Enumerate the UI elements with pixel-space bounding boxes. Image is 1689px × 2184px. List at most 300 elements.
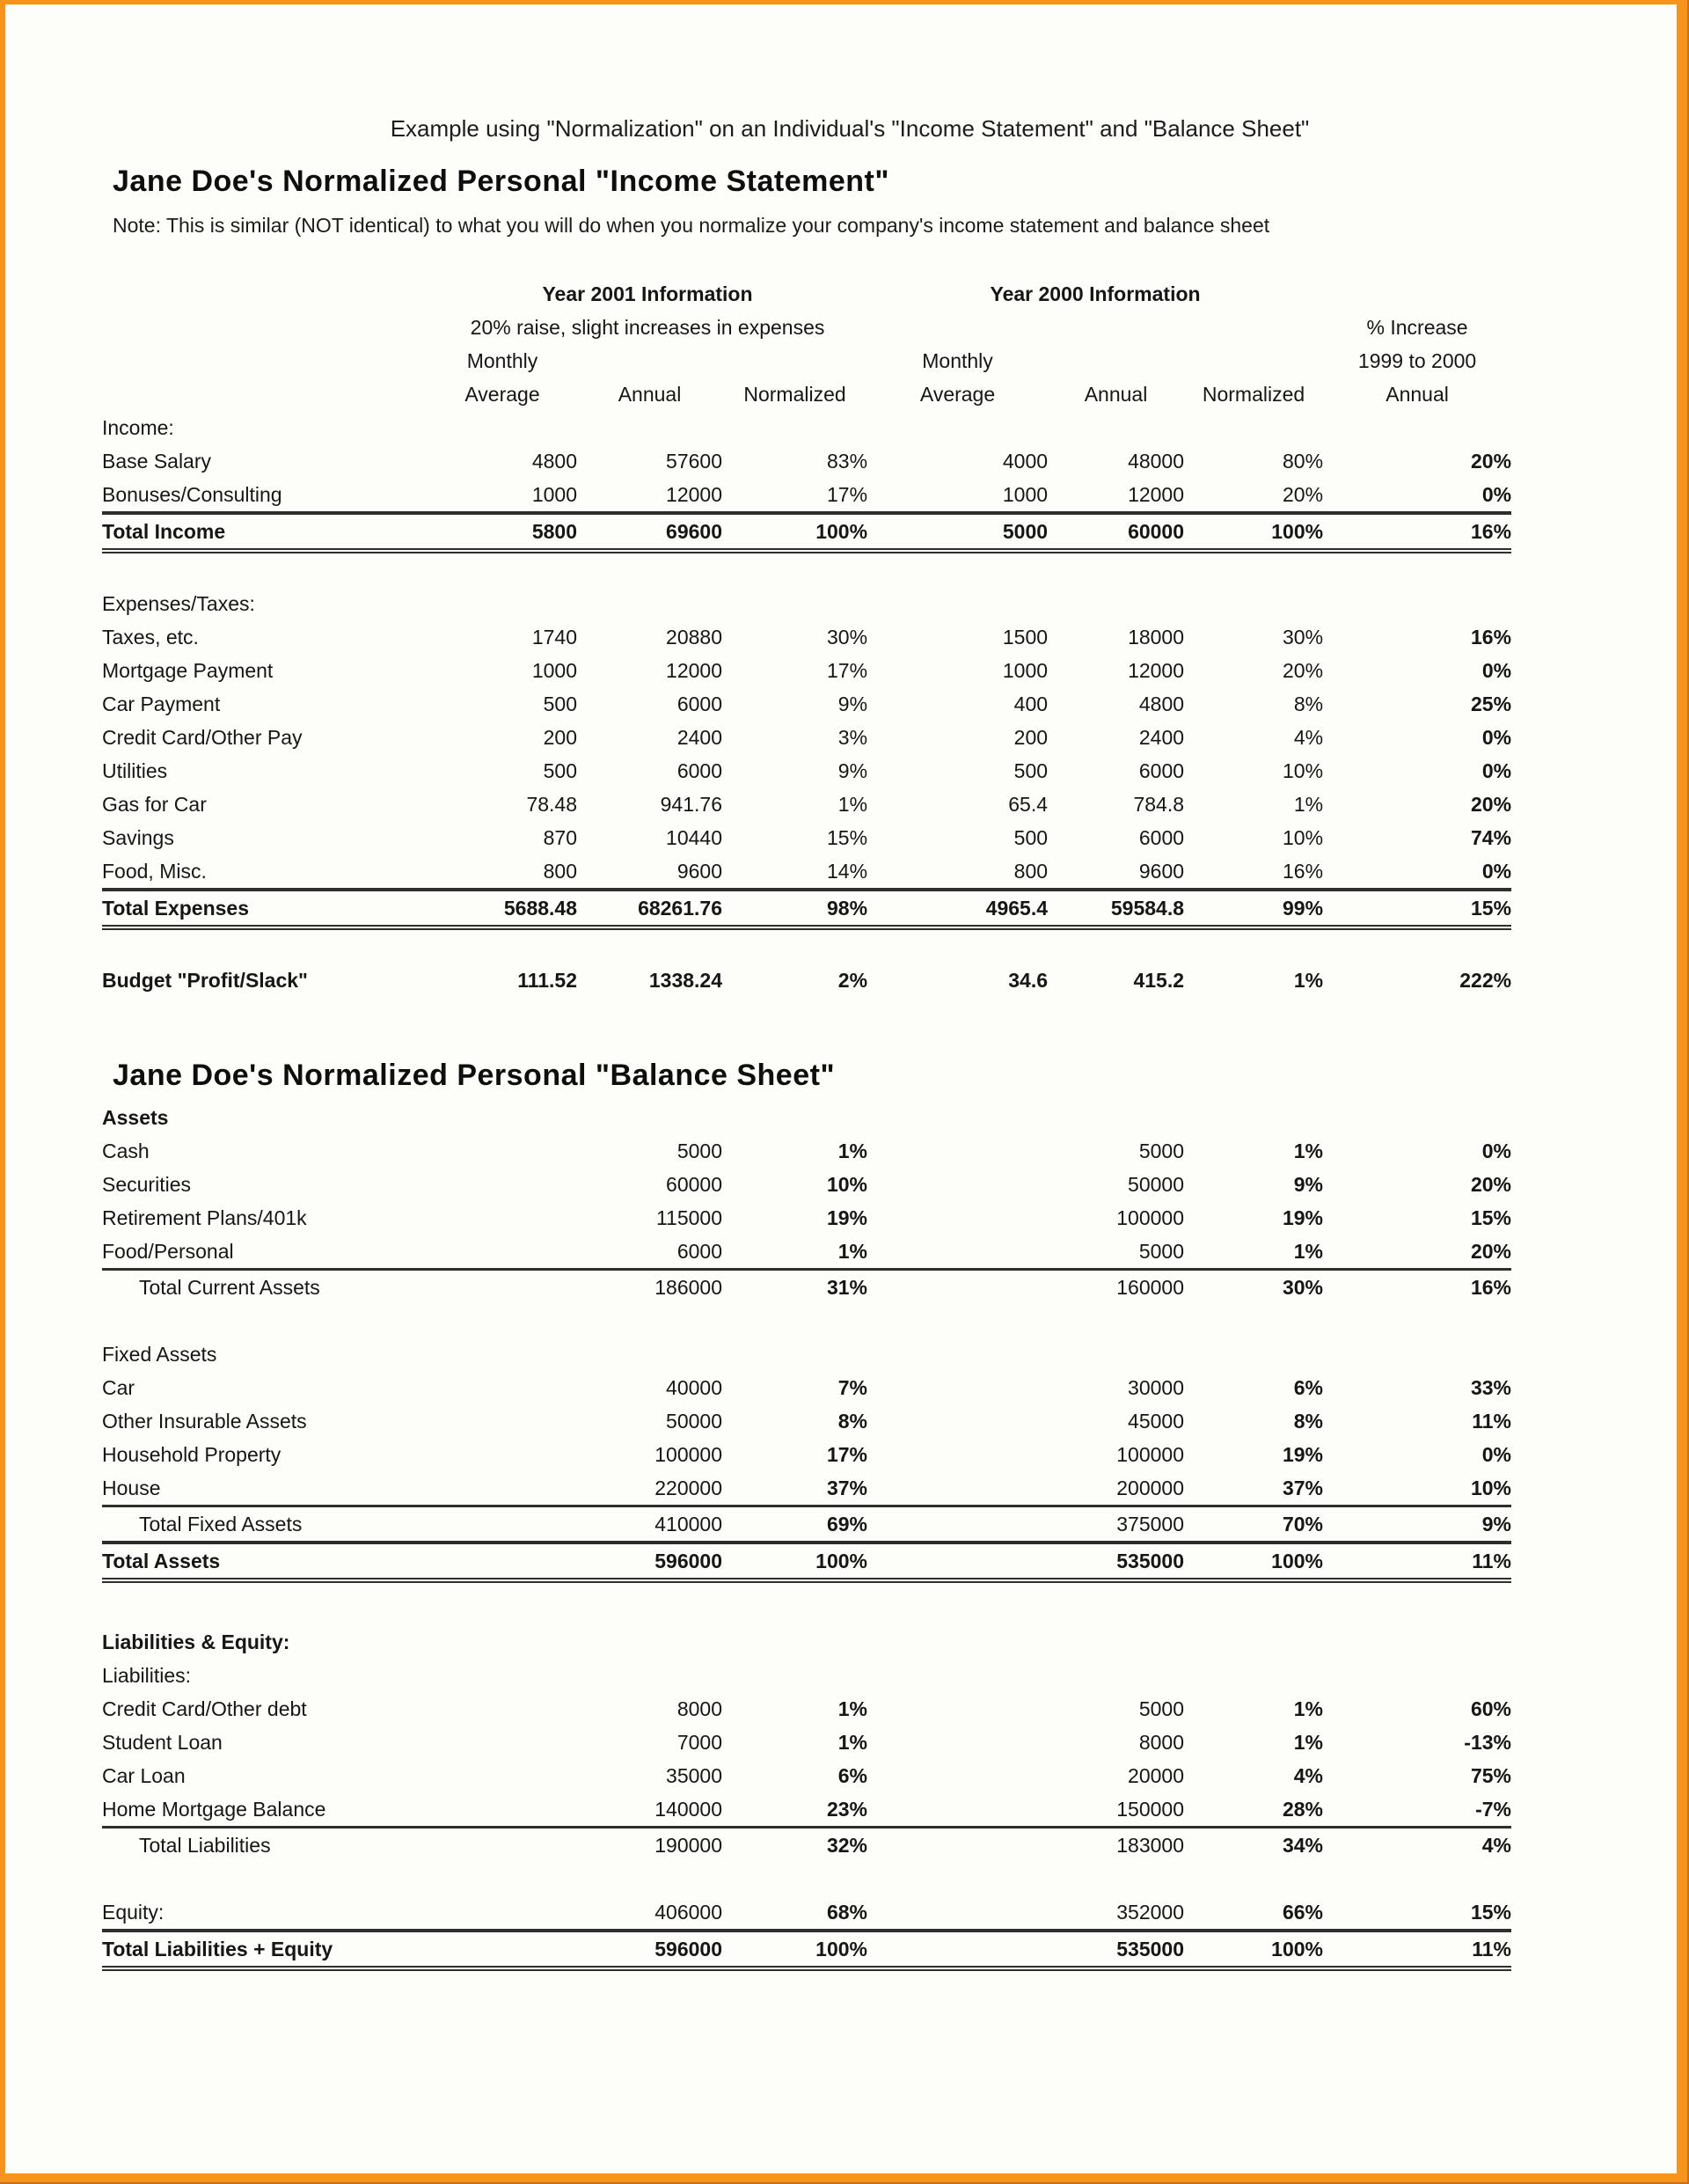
value-cell xyxy=(867,1471,1048,1506)
value-cell xyxy=(428,411,577,444)
document-page xyxy=(5,4,1689,2184)
value-cell: 6% xyxy=(1293,1375,1323,1399)
value-cell: 6000 xyxy=(676,759,722,782)
value-cell xyxy=(428,1168,577,1201)
value-cell xyxy=(867,1101,1048,1134)
value-cell xyxy=(867,1625,1048,1659)
value-cell: 69% xyxy=(722,1506,867,1543)
value-cell: 30000 xyxy=(1128,1375,1184,1399)
value-cell xyxy=(428,1235,577,1270)
table-row xyxy=(102,687,1511,721)
value-cell: 17% xyxy=(826,1442,867,1466)
value-cell xyxy=(722,1338,867,1371)
row-label: Expenses/Taxes: xyxy=(102,591,255,615)
value-cell xyxy=(1184,587,1323,620)
value-cell: 4% xyxy=(1293,1763,1323,1787)
value-cell xyxy=(428,1692,577,1726)
value-cell: 9% xyxy=(837,692,868,715)
value-cell: 70% xyxy=(1184,1506,1323,1543)
value-cell: 5000 xyxy=(1138,1139,1184,1162)
value-cell: 34% xyxy=(1184,1828,1323,1863)
value-cell: 20% xyxy=(1470,1172,1511,1196)
column-header-average-2001: Average xyxy=(464,382,540,406)
value-cell: 83% xyxy=(826,449,868,473)
value-cell: 140000 xyxy=(654,1797,722,1821)
table-row xyxy=(102,1692,1511,1726)
value-cell: 186000 xyxy=(577,1270,722,1305)
table-row xyxy=(102,1201,1511,1235)
value-cell xyxy=(428,1828,577,1863)
value-cell: 596000 xyxy=(577,1931,722,1968)
row-label: Total Liabilities xyxy=(102,1828,428,1863)
table-row xyxy=(102,1471,1511,1506)
value-cell: 0% xyxy=(1481,1139,1511,1162)
increase-header-line2: 1999 to 2000 xyxy=(1357,348,1477,372)
value-cell xyxy=(867,1371,1048,1404)
table-row xyxy=(102,478,1511,513)
value-cell: 8000 xyxy=(676,1697,722,1720)
value-cell: 57600 xyxy=(666,449,722,473)
value-cell: 50000 xyxy=(666,1409,722,1433)
table-row xyxy=(102,551,1511,587)
row-label: Utilities xyxy=(102,759,168,782)
value-cell xyxy=(1184,1101,1323,1134)
value-cell xyxy=(1048,411,1184,444)
value-cell xyxy=(428,1543,577,1580)
table-row xyxy=(102,1134,1511,1168)
value-cell: 23% xyxy=(826,1797,867,1821)
value-cell xyxy=(867,1792,1048,1828)
monthly-header-2001: Monthly xyxy=(466,348,538,372)
value-cell: 1% xyxy=(837,792,868,816)
table-row xyxy=(102,964,1511,997)
value-cell: 1% xyxy=(1293,1730,1323,1754)
value-cell xyxy=(867,1134,1048,1168)
row-label: Retirement Plans/401k xyxy=(102,1206,307,1229)
table-row xyxy=(102,513,1511,551)
value-cell: 0% xyxy=(1481,1442,1511,1466)
value-cell: 535000 xyxy=(1048,1931,1184,1968)
row-label: Credit Card/Other debt xyxy=(102,1697,307,1720)
value-cell: 28% xyxy=(1282,1797,1323,1821)
value-cell: 10440 xyxy=(666,825,722,849)
balance-sheet-table xyxy=(102,1101,1511,1971)
value-cell: 12000 xyxy=(666,658,722,682)
value-cell xyxy=(867,587,1048,620)
value-cell: 25% xyxy=(1471,692,1512,715)
table-row xyxy=(102,1304,1511,1338)
value-cell: 20% xyxy=(1471,449,1512,473)
value-cell xyxy=(867,1506,1048,1543)
value-cell: 17% xyxy=(826,658,868,682)
value-cell xyxy=(722,1659,867,1692)
spacer-cell xyxy=(102,1304,1511,1338)
value-cell xyxy=(1323,587,1511,620)
table-row xyxy=(102,854,1511,890)
value-cell: 16% xyxy=(1323,1270,1511,1305)
value-cell xyxy=(577,1659,722,1692)
value-cell xyxy=(577,587,722,620)
row-label: Mortgage Payment xyxy=(102,658,274,682)
table-header-row-columns xyxy=(102,377,1511,411)
value-cell: 1000 xyxy=(531,658,577,682)
column-header-annual-2001: Annual xyxy=(618,382,682,406)
value-cell: 100000 xyxy=(654,1442,722,1466)
value-cell: 60000 xyxy=(1048,513,1184,551)
row-label: Cash xyxy=(102,1139,150,1162)
table-row xyxy=(102,1235,1511,1270)
row-label: House xyxy=(102,1476,161,1499)
row-label: Taxes, etc. xyxy=(102,625,199,649)
row-label: Total Income xyxy=(102,513,428,551)
value-cell: 2400 xyxy=(1138,725,1185,749)
value-cell: 5000 xyxy=(1138,1697,1184,1720)
value-cell xyxy=(867,1270,1048,1305)
table-row xyxy=(102,890,1511,927)
row-label: Car xyxy=(102,1375,135,1399)
value-cell xyxy=(722,587,867,620)
value-cell xyxy=(1184,1338,1323,1371)
value-cell: 5000 xyxy=(676,1139,722,1162)
value-cell: 5000 xyxy=(867,513,1048,551)
row-label: Income: xyxy=(102,415,174,439)
value-cell: 20000 xyxy=(1128,1763,1184,1787)
value-cell xyxy=(428,1338,577,1371)
value-cell: 16% xyxy=(1471,625,1512,649)
row-label: Credit Card/Other Pay xyxy=(102,725,303,749)
value-cell: 183000 xyxy=(1048,1828,1184,1863)
value-cell: 8% xyxy=(1293,692,1324,715)
document-header-note: Example using "Normalization" on an Individual's "Income Statement" and "Balance Sheet" xyxy=(390,115,1310,142)
value-cell: 222% xyxy=(1459,968,1512,992)
value-cell: 9% xyxy=(837,759,868,782)
year-2000-group-header: Year 2000 Information xyxy=(990,282,1201,305)
value-cell: 69600 xyxy=(577,513,722,551)
value-cell: 375000 xyxy=(1048,1506,1184,1543)
spacer-cell xyxy=(102,927,1511,964)
value-cell xyxy=(428,1792,577,1828)
value-cell: 1000 xyxy=(1002,482,1049,506)
value-cell xyxy=(577,1101,722,1134)
table-row xyxy=(102,1759,1511,1792)
value-cell xyxy=(867,1543,1048,1580)
value-cell: 1% xyxy=(837,1697,867,1720)
row-label: Food, Misc. xyxy=(102,859,207,883)
value-cell: 0% xyxy=(1481,759,1512,782)
value-cell: 596000 xyxy=(577,1543,722,1580)
value-cell: 48000 xyxy=(1128,449,1185,473)
value-cell: 800 xyxy=(543,859,577,883)
value-cell: 12000 xyxy=(1128,658,1185,682)
value-cell: 15% xyxy=(1323,890,1511,927)
value-cell: 80% xyxy=(1283,449,1324,473)
value-cell: 12000 xyxy=(1128,482,1185,506)
value-cell: 50000 xyxy=(1128,1172,1184,1196)
value-cell: 31% xyxy=(722,1270,867,1305)
row-label: Base Salary xyxy=(102,449,212,473)
value-cell xyxy=(428,1270,577,1305)
value-cell: 100% xyxy=(1184,1931,1323,1968)
value-cell xyxy=(867,1759,1048,1792)
value-cell xyxy=(428,1726,577,1759)
value-cell xyxy=(428,1759,577,1792)
value-cell: 32% xyxy=(722,1828,867,1863)
value-cell: 100% xyxy=(722,1931,867,1968)
column-header-normalized-2000: Normalized xyxy=(1202,382,1305,406)
row-label: Total Expenses xyxy=(102,890,428,927)
table-row xyxy=(102,754,1511,788)
value-cell: 10% xyxy=(1470,1476,1511,1499)
table-row xyxy=(102,1726,1511,1759)
value-cell: 10% xyxy=(826,1172,867,1196)
table-row xyxy=(102,444,1511,478)
value-cell: 500 xyxy=(1013,825,1049,849)
row-label: Student Loan xyxy=(102,1730,223,1754)
spacer-cell xyxy=(102,1862,1511,1895)
value-cell: 12000 xyxy=(666,482,722,506)
table-row xyxy=(102,1625,1511,1659)
row-label: Total Current Assets xyxy=(102,1270,428,1305)
value-cell: 10% xyxy=(1283,825,1324,849)
value-cell xyxy=(722,411,867,444)
value-cell: 100% xyxy=(722,1543,867,1580)
value-cell: 1338.24 xyxy=(648,968,722,992)
table-header-row-subnote xyxy=(102,311,1511,344)
value-cell xyxy=(1323,1659,1511,1692)
value-cell: 160000 xyxy=(1048,1270,1184,1305)
row-label: Car Payment xyxy=(102,692,221,715)
value-cell xyxy=(867,1692,1048,1726)
value-cell: 500 xyxy=(543,692,577,715)
value-cell: 99% xyxy=(1184,890,1323,927)
value-cell: 0% xyxy=(1481,658,1512,682)
value-cell xyxy=(428,1201,577,1235)
value-cell: 4000 xyxy=(1002,449,1049,473)
value-cell: 4% xyxy=(1323,1828,1511,1863)
value-cell: 220000 xyxy=(654,1476,722,1499)
value-cell xyxy=(1048,1338,1184,1371)
table-row xyxy=(102,1580,1511,1625)
table-header-row-monthly xyxy=(102,344,1511,377)
row-label: Fixed Assets xyxy=(102,1342,217,1366)
value-cell xyxy=(428,1625,577,1659)
income-statement-title: Jane Doe's Normalized Personal "Income Statement" xyxy=(113,165,889,198)
value-cell: 19% xyxy=(1282,1206,1323,1229)
table-row xyxy=(102,788,1511,821)
value-cell: 4800 xyxy=(531,449,577,473)
value-cell: 15% xyxy=(1470,1900,1511,1924)
table-row xyxy=(102,411,1511,444)
value-cell: 1000 xyxy=(531,482,577,506)
value-cell: 7% xyxy=(837,1375,867,1399)
value-cell: 0% xyxy=(1481,859,1512,883)
value-cell: 100000 xyxy=(1116,1206,1184,1229)
value-cell: 190000 xyxy=(577,1828,722,1863)
row-label: Budget "Profit/Slack" xyxy=(102,968,308,992)
year-2001-subnote: 20% raise, slight increases in expenses xyxy=(470,315,825,339)
value-cell: -7% xyxy=(1475,1797,1511,1821)
value-cell: -13% xyxy=(1464,1730,1511,1754)
value-cell: 98% xyxy=(722,890,867,927)
spacer-cell xyxy=(102,1580,1511,1625)
column-header-average-2000: Average xyxy=(919,382,996,406)
value-cell xyxy=(867,1168,1048,1201)
value-cell: 6% xyxy=(837,1763,867,1787)
row-label: Home Mortgage Balance xyxy=(102,1797,326,1821)
table-row xyxy=(102,927,1511,964)
value-cell: 16% xyxy=(1283,859,1324,883)
value-cell: 10% xyxy=(1283,759,1324,782)
value-cell xyxy=(428,1101,577,1134)
value-cell xyxy=(722,1101,867,1134)
value-cell xyxy=(867,1235,1048,1270)
value-cell: 20% xyxy=(1283,482,1324,506)
table-row xyxy=(102,654,1511,687)
column-header-increase-annual: Annual xyxy=(1386,382,1449,406)
value-cell: 30% xyxy=(826,625,868,649)
value-cell: 19% xyxy=(826,1206,867,1229)
value-cell: 9600 xyxy=(676,859,722,883)
monthly-header-2000: Monthly xyxy=(922,348,993,372)
table-row xyxy=(102,587,1511,620)
value-cell xyxy=(1323,1625,1511,1659)
value-cell: 8000 xyxy=(1138,1730,1184,1754)
income-statement-table xyxy=(102,277,1511,997)
value-cell: 20880 xyxy=(666,625,722,649)
value-cell: 11% xyxy=(1323,1543,1511,1580)
value-cell xyxy=(428,1895,577,1931)
value-cell: 6000 xyxy=(1138,759,1185,782)
row-label: Securities xyxy=(102,1172,191,1196)
row-label: Savings xyxy=(102,825,174,849)
value-cell: 1740 xyxy=(531,625,577,649)
value-cell: 1000 xyxy=(1002,658,1049,682)
table-row xyxy=(102,1659,1511,1692)
table-row xyxy=(102,1506,1511,1543)
value-cell: 2% xyxy=(837,968,868,992)
value-cell: 59584.8 xyxy=(1048,890,1184,927)
value-cell xyxy=(428,587,577,620)
row-label: Bonuses/Consulting xyxy=(102,482,282,506)
value-cell xyxy=(867,1404,1048,1438)
table-row xyxy=(102,1438,1511,1471)
value-cell: 5688.48 xyxy=(428,890,577,927)
value-cell: 2400 xyxy=(676,725,722,749)
row-label: Gas for Car xyxy=(102,792,207,816)
value-cell: 4% xyxy=(1293,725,1324,749)
value-cell: 1500 xyxy=(1002,625,1049,649)
value-cell: 65.4 xyxy=(1008,792,1049,816)
value-cell: 11% xyxy=(1472,1409,1511,1433)
value-cell: 406000 xyxy=(654,1900,722,1924)
value-cell: 33% xyxy=(1470,1375,1511,1399)
value-cell xyxy=(1048,1101,1184,1134)
value-cell xyxy=(577,1625,722,1659)
value-cell: 0% xyxy=(1481,725,1512,749)
value-cell: 68% xyxy=(826,1900,867,1924)
value-cell: 68261.76 xyxy=(577,890,722,927)
table-row xyxy=(102,1931,1511,1968)
value-cell xyxy=(1323,411,1511,444)
row-label: Total Assets xyxy=(102,1543,428,1580)
value-cell: 9600 xyxy=(1138,859,1185,883)
value-cell xyxy=(1048,587,1184,620)
value-cell: 60% xyxy=(1470,1697,1511,1720)
row-label: Equity: xyxy=(102,1900,165,1924)
value-cell: 0% xyxy=(1481,482,1512,506)
row-label: Household Property xyxy=(102,1442,282,1466)
increase-header-line1: % Increase xyxy=(1366,315,1468,339)
row-label: Total Liabilities + Equity xyxy=(102,1931,428,1968)
value-cell xyxy=(428,1506,577,1543)
balance-sheet-title: Jane Doe's Normalized Personal "Balance Sheet" xyxy=(113,1059,836,1092)
value-cell: 500 xyxy=(1013,759,1049,782)
value-cell: 45000 xyxy=(1128,1409,1184,1433)
value-cell: 6000 xyxy=(676,1239,722,1263)
value-cell: 111.52 xyxy=(517,968,577,992)
value-cell: 16% xyxy=(1323,513,1511,551)
value-cell: 19% xyxy=(1282,1442,1323,1466)
value-cell: 4800 xyxy=(1138,692,1185,715)
value-cell: 1% xyxy=(1293,792,1324,816)
value-cell: 9% xyxy=(1293,1172,1323,1196)
value-cell xyxy=(867,411,1048,444)
value-cell: 1% xyxy=(837,1730,867,1754)
value-cell: 7000 xyxy=(676,1730,722,1754)
value-cell: 34.6 xyxy=(1008,968,1049,992)
value-cell xyxy=(1323,1338,1511,1371)
column-header-annual-2000: Annual xyxy=(1084,382,1148,406)
value-cell: 200 xyxy=(543,725,577,749)
value-cell xyxy=(1048,1659,1184,1692)
value-cell xyxy=(1184,1625,1323,1659)
table-row xyxy=(102,721,1511,754)
value-cell xyxy=(867,1438,1048,1471)
value-cell: 200000 xyxy=(1116,1476,1184,1499)
row-label: Car Loan xyxy=(102,1763,186,1787)
table-row xyxy=(102,821,1511,854)
value-cell: 40000 xyxy=(666,1375,722,1399)
value-cell: 35000 xyxy=(666,1763,722,1787)
value-cell: 100% xyxy=(1184,1543,1323,1580)
value-cell: 66% xyxy=(1282,1900,1323,1924)
value-cell: 100000 xyxy=(1116,1442,1184,1466)
table-row xyxy=(102,1168,1511,1201)
value-cell: 17% xyxy=(826,482,868,506)
value-cell: 20% xyxy=(1471,792,1512,816)
table-row xyxy=(102,1792,1511,1828)
table-row xyxy=(102,1895,1511,1931)
value-cell xyxy=(1323,1101,1511,1134)
value-cell: 30% xyxy=(1283,625,1324,649)
value-cell: 14% xyxy=(826,859,868,883)
value-cell: 535000 xyxy=(1048,1543,1184,1580)
value-cell: 115000 xyxy=(655,1206,722,1229)
value-cell: 415.2 xyxy=(1133,968,1185,992)
value-cell xyxy=(722,1625,867,1659)
value-cell: 1% xyxy=(837,1139,867,1162)
income-statement-note: Note: This is similar (NOT identical) to what you will do when you normalize your company's income statement and balance sheet xyxy=(113,214,1270,237)
table-row xyxy=(102,1828,1511,1863)
value-cell: 20% xyxy=(1470,1239,1511,1263)
value-cell: 5000 xyxy=(1138,1239,1184,1263)
value-cell xyxy=(867,1201,1048,1235)
value-cell: 60000 xyxy=(666,1172,722,1196)
value-cell: 150000 xyxy=(1116,1797,1184,1821)
table-row xyxy=(102,1543,1511,1580)
table-row xyxy=(102,1404,1511,1438)
value-cell xyxy=(867,1726,1048,1759)
